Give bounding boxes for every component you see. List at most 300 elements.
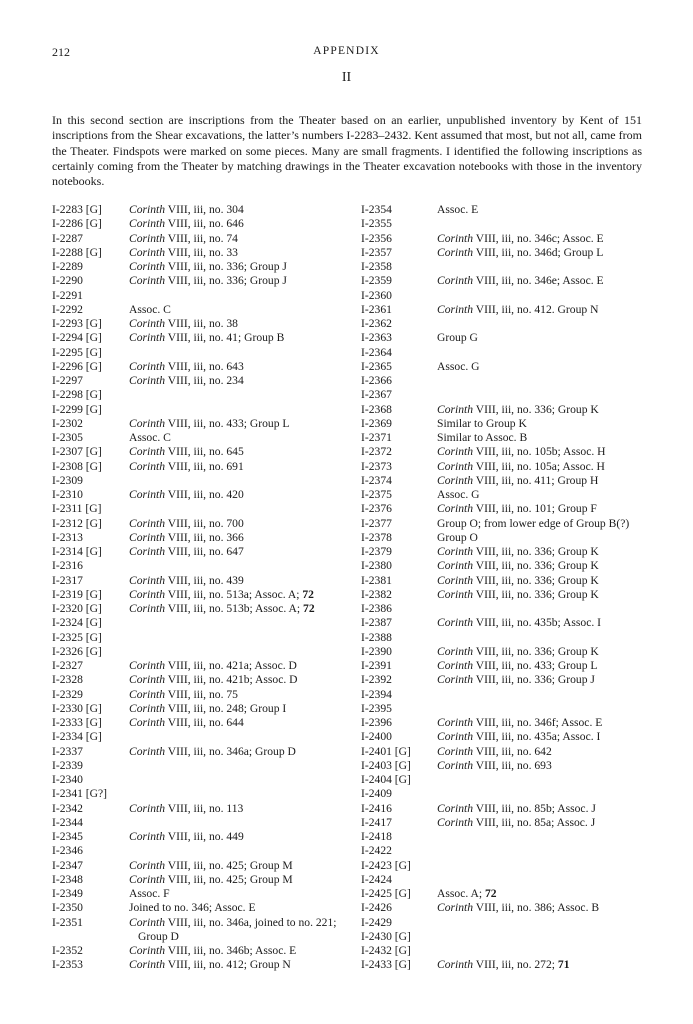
inscription-row [361, 374, 651, 388]
description-text: Assoc. E [437, 203, 479, 216]
inscription-row [361, 246, 651, 260]
inscription-number: I-2424 [361, 872, 392, 886]
inscription-description [437, 787, 651, 801]
inscription-description [129, 773, 357, 787]
inscription-row [361, 859, 651, 873]
inscription-number: I-2418 [361, 830, 392, 843]
inscription-row [52, 388, 357, 402]
inscription-number: I-2325 [G] [52, 630, 102, 644]
inscription-row [361, 388, 651, 402]
corinth-series-title: Corinth [437, 644, 474, 658]
corinth-series-title: Corinth [129, 374, 166, 387]
inscription-description [129, 289, 357, 303]
inscription-description [437, 388, 651, 402]
description-text: VIII, iii, no. 113 [165, 801, 244, 815]
corinth-series-title: Corinth [129, 331, 166, 345]
inscription-row [361, 417, 651, 431]
inscription-number: I-2361 [361, 302, 392, 316]
description-text: VIII, iii, no. 642 [473, 744, 552, 758]
corinth-series-title: Corinth [437, 587, 474, 601]
inscription-row [361, 773, 651, 787]
description-text: Joined to no. 346; Assoc. E [129, 901, 256, 915]
inscription-row [52, 602, 357, 616]
inscription-number: I-2345 [52, 830, 83, 843]
corinth-series-title: Corinth [437, 473, 474, 487]
inscription-number: I-2423 [G] [361, 858, 411, 872]
corinth-series-title: Corinth [437, 445, 474, 459]
description-text: VIII, iii, no. 647 [165, 545, 244, 558]
inscription-row [361, 474, 651, 488]
inscription-number: I-2400 [361, 730, 392, 744]
inscription-description [437, 445, 651, 459]
inscription-description [129, 887, 357, 901]
inscription-row [52, 517, 357, 531]
inscription-description [129, 659, 357, 673]
inscription-row [361, 816, 651, 830]
inscription-description [437, 274, 651, 288]
description-text: VIII, iii, no. 75 [165, 687, 238, 701]
inscription-row [52, 331, 357, 345]
inscription-description [129, 873, 357, 887]
corinth-series-title: Corinth [437, 716, 474, 729]
inscription-description [129, 403, 357, 417]
inscription-number: I-2416 [361, 801, 392, 815]
inscription-description [437, 403, 651, 417]
corinth-series-title: Corinth [129, 274, 166, 288]
inscription-number: I-2369 [361, 416, 392, 430]
inscription-number: I-2371 [361, 431, 392, 444]
inscription-description [437, 588, 651, 602]
inscription-description [437, 773, 651, 787]
inscription-row [361, 445, 651, 459]
inscription-row [52, 773, 357, 787]
inscription-row [361, 260, 651, 274]
inscription-number: I-2337 [52, 744, 83, 758]
description-text: Assoc. C [129, 302, 171, 316]
inscription-row [361, 531, 651, 545]
inscription-number: I-2356 [361, 231, 392, 245]
inscription-description [129, 346, 357, 360]
inscription-row [361, 787, 651, 801]
inscription-row [52, 916, 357, 945]
description-text: VIII, iii, no. 513b; Assoc. A; [165, 602, 304, 615]
inscription-number: I-2377 [361, 516, 392, 530]
inscription-row [361, 360, 651, 374]
corinth-series-title: Corinth [129, 744, 166, 758]
inscription-row [52, 802, 357, 816]
inscription-number: I-2309 [52, 473, 83, 487]
description-text: VIII, iii, no. 513a; Assoc. A; [165, 587, 303, 601]
inscription-number: I-2289 [52, 260, 83, 273]
inscription-number: I-2395 [361, 701, 392, 715]
inscription-description [437, 246, 651, 260]
inscription-row [52, 445, 357, 459]
inscription-number: I-2360 [361, 288, 392, 302]
corinth-series-title: Corinth [129, 217, 166, 231]
corinth-series-title: Corinth [129, 317, 166, 330]
inscription-description [129, 274, 357, 288]
inscription-number: I-2290 [52, 274, 83, 288]
inscription-description [129, 716, 357, 730]
inscription-description [129, 502, 357, 516]
inscription-description [437, 659, 651, 673]
inscription-description [437, 303, 651, 317]
corinth-series-title: Corinth [437, 958, 474, 972]
description-text: VIII, iii, no. 346d; Group L [473, 245, 604, 259]
inscription-number: I-2310 [52, 488, 83, 501]
inscription-description [437, 745, 651, 759]
description-text: VIII, iii, no. 336; Group K [473, 573, 599, 587]
corinth-series-title: Corinth [437, 616, 474, 630]
inscription-number: I-2426 [361, 901, 392, 915]
inscription-description [437, 645, 651, 659]
inscription-description [437, 559, 651, 573]
corinth-series-title: Corinth [129, 516, 166, 530]
section-heading: II [341, 70, 352, 85]
inscription-row [361, 588, 651, 602]
inscription-row [52, 531, 357, 545]
corinth-series-title: Corinth [437, 801, 474, 815]
inscription-row [361, 545, 651, 559]
description-text: VIII, iii, no. 33 [165, 245, 238, 259]
inscription-row [361, 502, 651, 516]
inscription-row [52, 246, 357, 260]
inscription-row [52, 745, 357, 759]
corinth-series-title: Corinth [437, 901, 474, 915]
inscription-number: I-2394 [361, 687, 392, 701]
inscription-number: I-2324 [G] [52, 616, 102, 630]
corinth-series-title: Corinth [437, 573, 474, 587]
inscription-description [437, 631, 651, 645]
inscription-row [52, 631, 357, 645]
inscription-description [437, 844, 651, 858]
description-text: VIII, iii, no. 41; Group B [165, 331, 285, 345]
inscription-number: I-2311 [G] [52, 502, 102, 516]
inscription-row [52, 317, 357, 331]
corinth-series-title: Corinth [129, 659, 166, 672]
inscription-row [52, 716, 357, 730]
inscription-row [52, 830, 357, 844]
inscription-description [129, 360, 357, 374]
inscription-row [52, 431, 357, 445]
corinth-series-title: Corinth [437, 744, 474, 758]
inscription-number: I-2340 [52, 773, 83, 786]
inscription-row [52, 360, 357, 374]
catalog-number: 72 [485, 887, 497, 900]
inscription-number: I-2333 [G] [52, 716, 102, 729]
corinth-series-title: Corinth [129, 687, 166, 701]
inscription-description [437, 759, 651, 773]
description-text: Assoc. G [437, 488, 480, 501]
inscription-number: I-2382 [361, 587, 392, 601]
inscription-description [437, 802, 651, 816]
inscription-number: I-2319 [G] [52, 587, 102, 601]
inscription-row [52, 474, 357, 488]
inscription-row [361, 659, 651, 673]
description-text: VIII, iii, no. 304 [165, 203, 244, 216]
inscription-description [437, 317, 651, 331]
inscription-number: I-2341 [G?] [52, 787, 108, 801]
description-text: Similar to Group K [437, 416, 527, 430]
inscription-number: I-2432 [G] [361, 944, 411, 957]
corinth-series-title: Corinth [129, 701, 166, 715]
inscription-number: I-2348 [52, 872, 83, 886]
corinth-series-title: Corinth [437, 231, 474, 245]
inscription-number: I-2357 [361, 245, 392, 259]
inscription-number: I-2375 [361, 488, 392, 501]
inscription-row [52, 559, 357, 573]
inscription-description [129, 688, 357, 702]
inscription-row [52, 873, 357, 887]
inscription-row [361, 488, 651, 502]
inscription-number: I-2372 [361, 445, 392, 459]
inscription-number: I-2362 [361, 317, 392, 330]
inscription-row [361, 431, 651, 445]
inscription-number: I-2388 [361, 630, 392, 644]
inscription-row [52, 289, 357, 303]
inscription-number: I-2326 [G] [52, 644, 102, 658]
inscription-row [52, 787, 357, 801]
description-text: VIII, iii, no. 101; Group F [473, 502, 597, 516]
inscription-row [52, 417, 357, 431]
corinth-series-title: Corinth [129, 359, 166, 373]
inscription-row [361, 289, 651, 303]
description-text: VIII, iii, no. 420 [165, 488, 244, 501]
inscription-number: I-2376 [361, 502, 392, 516]
inscription-number: I-2401 [G] [361, 744, 411, 758]
inscription-description [129, 859, 357, 873]
inscription-number: I-2422 [361, 844, 392, 858]
inscription-description [129, 916, 357, 945]
description-text: VIII, iii, no. 346a; Group D [165, 744, 296, 758]
corinth-series-title: Corinth [129, 231, 166, 245]
inscription-number: I-2392 [361, 673, 392, 687]
inscription-description [129, 417, 357, 431]
inscription-description [129, 460, 357, 474]
inscription-number: I-2379 [361, 545, 392, 558]
corinth-series-title: Corinth [129, 958, 166, 972]
inscription-number: I-2313 [52, 530, 83, 544]
inscription-description [129, 702, 357, 716]
inscription-description [129, 474, 357, 488]
inscription-description [437, 702, 651, 716]
inscription-row [361, 716, 651, 730]
intro-paragraph: In this second section are inscriptions from the Theater based on an earlier, unpublished inventory by Kent of 151 inscriptions from the Shear excavations, the latter’s numbers I-2283–2432. Kent assumed that most, but not all, came from the Theater. Findspots were marked on some pieces. Many are small fragments. I identified the following inscriptions as certainly coming from the Theater by matching drawings in the Theater excavation notebooks with those in the inventory notebooks. [52, 113, 642, 189]
inscription-row [52, 460, 357, 474]
inscription-number: I-2305 [52, 431, 83, 444]
inscription-description [437, 830, 651, 844]
inscription-row [361, 958, 651, 972]
inscription-number: I-2288 [G] [52, 245, 102, 259]
inscription-number: I-2378 [361, 530, 392, 544]
inscription-description [437, 574, 651, 588]
inscription-description [437, 873, 651, 887]
corinth-series-title: Corinth [129, 573, 166, 587]
inscription-number: I-2365 [361, 359, 392, 373]
inscription-row [52, 901, 357, 915]
corinth-series-title: Corinth [129, 830, 166, 843]
description-text: VIII, iii, no. 336; Group K [473, 559, 599, 573]
corinth-series-title: Corinth [437, 545, 474, 558]
inscription-row [52, 303, 357, 317]
inscription-number: I-2342 [52, 801, 83, 815]
inscription-number: I-2390 [361, 644, 392, 658]
inscription-list-right [361, 203, 651, 973]
inscription-number: I-2352 [52, 944, 83, 957]
inscription-number: I-2346 [52, 844, 83, 858]
inscription-row [361, 730, 651, 744]
inscription-number: I-2354 [361, 203, 392, 216]
corinth-series-title: Corinth [437, 815, 474, 829]
inscription-description [437, 260, 651, 274]
inscription-description [129, 431, 357, 445]
corinth-series-title: Corinth [129, 587, 166, 601]
inscription-description [129, 545, 357, 559]
corinth-series-title: Corinth [437, 559, 474, 573]
inscription-number: I-2339 [52, 758, 83, 772]
inscription-number: I-2386 [361, 602, 392, 615]
description-text: VIII, iii, no. 346f; Assoc. E [473, 716, 603, 729]
inscription-number: I-2297 [52, 374, 83, 387]
inscription-row [361, 901, 651, 915]
inscription-number: I-2329 [52, 687, 83, 701]
inscription-row [361, 574, 651, 588]
corinth-series-title: Corinth [129, 602, 166, 615]
description-text: VIII, iii, no. 272; [473, 958, 558, 972]
inscription-description [129, 830, 357, 844]
inscription-description [129, 517, 357, 531]
description-text: VIII, iii, no. 366 [165, 530, 244, 544]
inscription-row [52, 702, 357, 716]
inscription-row [361, 203, 651, 217]
inscription-number: I-2283 [G] [52, 203, 102, 216]
description-text: VIII, iii, no. 421b; Assoc. D [165, 673, 298, 687]
inscription-number: I-2299 [G] [52, 402, 102, 416]
inscription-row [361, 645, 651, 659]
inscription-number: I-2314 [G] [52, 545, 102, 558]
inscription-description [437, 716, 651, 730]
description-text: VIII, iii, no. 421a; Assoc. D [165, 659, 297, 672]
inscription-row [52, 374, 357, 388]
corinth-series-title: Corinth [129, 915, 166, 929]
inscription-number: I-2359 [361, 274, 392, 288]
inscription-number: I-2308 [G] [52, 459, 102, 473]
inscription-row [361, 403, 651, 417]
corinth-series-title: Corinth [437, 245, 474, 259]
inscription-row [52, 545, 357, 559]
inscription-description [129, 388, 357, 402]
description-text: VIII, iii, no. 38 [165, 317, 238, 330]
inscription-description [129, 531, 357, 545]
corinth-series-title: Corinth [129, 459, 166, 473]
description-text: VIII, iii, no. 411; Group H [473, 473, 599, 487]
inscription-row [52, 232, 357, 246]
description-text: VIII, iii, no. 346e; Assoc. E [473, 274, 604, 288]
inscription-number: I-2292 [52, 302, 83, 316]
inscription-row [52, 616, 357, 630]
corinth-series-title: Corinth [437, 730, 474, 744]
description-text: VIII, iii, no. 412; Group N [165, 958, 291, 972]
inscription-number: I-2347 [52, 858, 83, 872]
description-text: Assoc. F [129, 887, 170, 900]
description-text: VIII, iii, no. 643 [165, 359, 244, 373]
corinth-series-title: Corinth [129, 872, 166, 886]
corinth-series-title: Corinth [437, 502, 474, 516]
inscription-description [129, 802, 357, 816]
inscription-description [129, 844, 357, 858]
inscription-row [52, 645, 357, 659]
inscription-row [361, 702, 651, 716]
corinth-series-title: Corinth [129, 488, 166, 501]
inscription-number: I-2330 [G] [52, 701, 102, 715]
description-text: VIII, iii, no. 248; Group I [165, 701, 287, 715]
description-text: VIII, iii, no. 693 [473, 758, 552, 772]
inscription-number: I-2417 [361, 815, 392, 829]
inscription-description [129, 816, 357, 830]
inscription-description [129, 745, 357, 759]
inscription-description [437, 217, 651, 231]
inscription-description [437, 431, 651, 445]
inscription-row [361, 916, 651, 930]
inscription-list-left [52, 203, 357, 973]
inscription-number: I-2287 [52, 231, 83, 245]
inscription-description [129, 374, 357, 388]
inscription-description [129, 203, 357, 217]
inscription-row [52, 816, 357, 830]
inscription-number: I-2404 [G] [361, 773, 411, 786]
inscription-number: I-2381 [361, 573, 392, 587]
inscription-description [129, 232, 357, 246]
inscription-number: I-2396 [361, 716, 392, 729]
inscription-description [437, 289, 651, 303]
description-text: VIII, iii, no. 105a; Assoc. H [473, 459, 605, 473]
inscription-description [129, 730, 357, 744]
description-text: VIII, iii, no. 646 [165, 217, 244, 231]
inscription-row [52, 588, 357, 602]
inscription-row [361, 331, 651, 345]
inscription-number: I-2391 [361, 659, 392, 672]
inscription-number: I-2316 [52, 559, 83, 573]
inscription-description [129, 559, 357, 573]
description-text: VIII, iii, no. 336; Group J [473, 673, 595, 687]
inscription-number: I-2328 [52, 673, 83, 687]
description-text: VIII, iii, no. 346b; Assoc. E [165, 944, 297, 957]
inscription-row [52, 759, 357, 773]
inscription-description [129, 246, 357, 260]
inscription-number: I-2368 [361, 402, 392, 416]
inscription-number: I-2296 [G] [52, 359, 102, 373]
catalog-number: 71 [557, 958, 570, 972]
inscription-row [361, 745, 651, 759]
description-text: Assoc. A; [437, 887, 485, 900]
inscription-description [437, 331, 651, 345]
inscription-row [361, 217, 651, 231]
inscription-number: I-2291 [52, 288, 83, 302]
inscription-row [361, 274, 651, 288]
description-text: VIII, iii, no. 425; Group M [165, 872, 293, 886]
description-text: VIII, iii, no. 336; Group K [473, 644, 599, 658]
description-text: VIII, iii, no. 234 [165, 374, 244, 387]
inscription-number: I-2373 [361, 459, 392, 473]
inscription-number: I-2366 [361, 374, 392, 387]
inscription-description [437, 901, 651, 915]
description-text: VIII, iii, no. 336; Group K [473, 587, 599, 601]
description-text: VIII, iii, no. 644 [165, 716, 244, 729]
inscription-row [361, 844, 651, 858]
inscription-number: I-2433 [G] [361, 958, 411, 972]
description-text: VIII, iii, no. 700 [165, 516, 244, 530]
inscription-number: I-2327 [52, 659, 83, 672]
